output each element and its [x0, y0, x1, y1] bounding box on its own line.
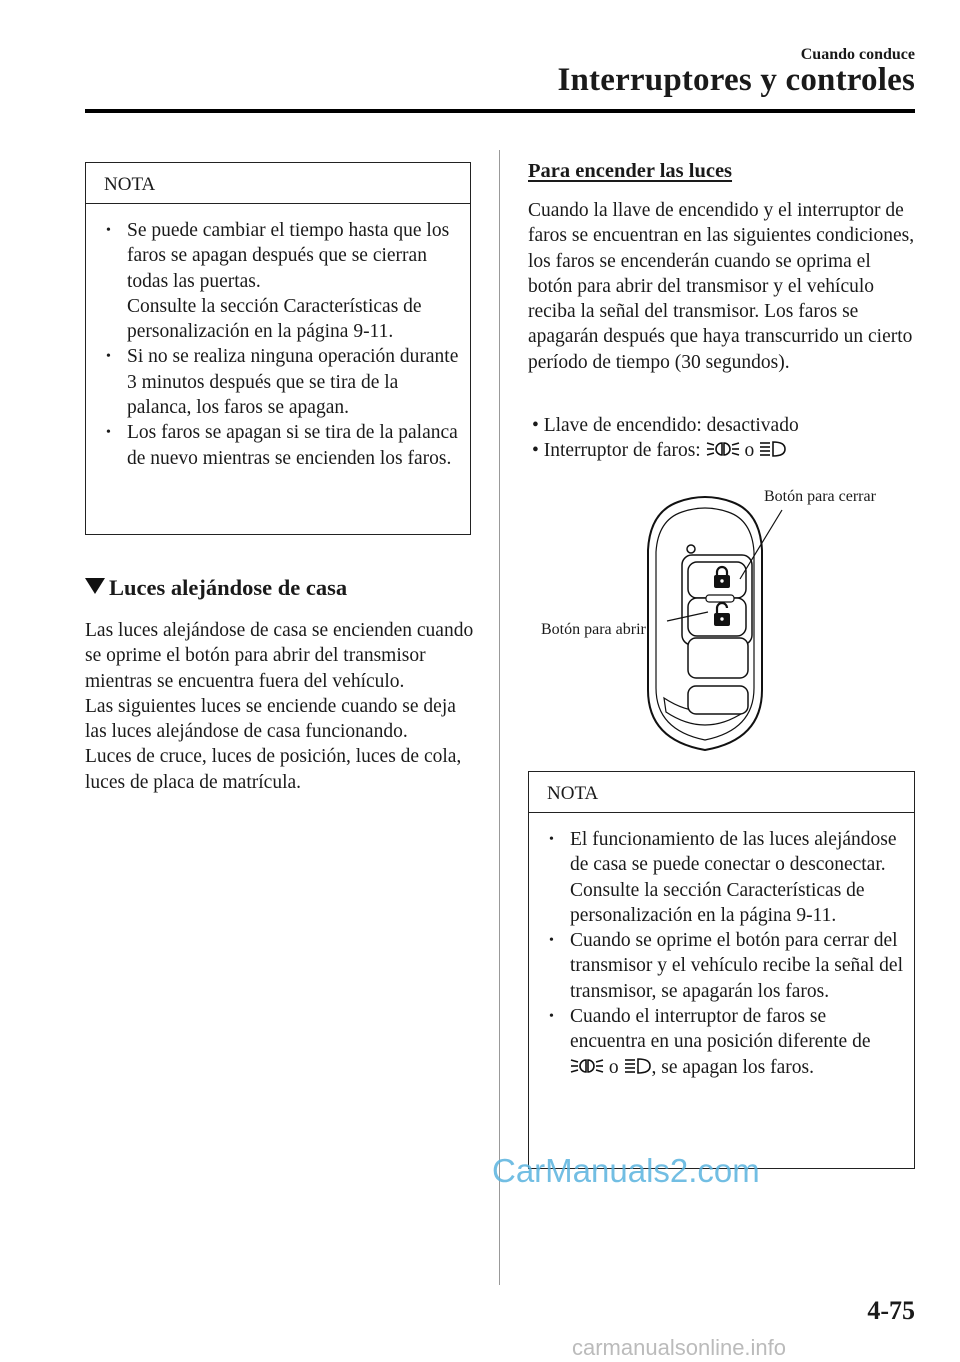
note-item: • Cuando se oprime el botón para cerrar del transmisor y el vehículo recibe la señal del transmisor, se apagarán los faros.: [547, 928, 904, 1004]
condition-headlight-switch: • Interruptor de faros: o: [532, 438, 799, 463]
running-header-section: Cuando conduce: [800, 46, 915, 63]
note-item-reference: Consulte la sección Características de personalización en la página 9-11.: [570, 879, 865, 926]
callout-line-unlock: [667, 612, 708, 621]
headlight-icon: [624, 1057, 652, 1075]
note-box-right: [528, 771, 915, 1169]
callout-line-lock: [740, 510, 782, 579]
note-box-left: [85, 162, 471, 535]
condition-list: [532, 413, 799, 464]
column-divider: [499, 150, 500, 1285]
section-triangle-icon: [85, 578, 105, 594]
condition-ignition: • Llave de encendido: desactivado: [532, 415, 799, 436]
running-header-chapter: Interruptores y controles: [557, 62, 915, 98]
note-item-reference: Consulte la sección Características de personalización en la página 9-11.: [127, 295, 422, 343]
headlight-icon: [759, 440, 787, 458]
footer-site-watermark: carmanualsonline.info: [572, 1335, 787, 1360]
paragraph: Luces de cruce, luces de posición, luces de cola, luces de placa de matrícula.: [85, 746, 462, 793]
header-rule: [85, 109, 915, 113]
note-list: [86, 204, 470, 481]
callout-lock-label: Botón para cerrar: [764, 488, 876, 505]
note-title: NOTA: [529, 772, 914, 813]
note-item: • Si no se realiza ninguna operación durante 3 minutos después que se tira de la palanca, los faros se apagan.: [104, 344, 460, 420]
section-body: [85, 618, 480, 795]
panic-button: [688, 686, 748, 714]
page-number: 4-75: [867, 1296, 915, 1325]
note-item: • Cuando el interruptor de faros se encuentra en una posición diferente de o , se apagan los faros.: [547, 1004, 904, 1080]
parking-light-icon: [706, 440, 740, 458]
note-item: • El funcionamiento de las luces alejándose de casa se puede conectar o desconectar. Consulte la sección Características de personalización en la página 9-11.: [547, 827, 904, 928]
section-title: Luces alejándose de casa: [85, 575, 347, 601]
note-item: • Se puede cambiar el tiempo hasta que los faros se apagan después que se cierran todas las puertas. Consulte la sección Características de personalización en la página 9-11.: [104, 218, 460, 344]
callout-unlock-label: Botón para abrir: [541, 621, 646, 638]
note-title: NOTA: [86, 163, 470, 204]
paragraph: Las luces alejándose de casa se encienden cuando se oprime el botón para abrir del transmisor mientras se encuentra fuera del vehículo.: [85, 620, 474, 692]
callout-lines: [660, 500, 800, 650]
subsection-title: Para encender las luces: [528, 160, 733, 182]
watermark: CarManuals2.com: [492, 1152, 760, 1189]
paragraph: Las siguientes luces se enciende cuando se deja las luces alejándose de casa funcionando.: [85, 695, 456, 743]
parking-light-icon: [570, 1057, 604, 1075]
note-item: • Los faros se apagan si se tira de la palanca de nuevo mientras se encienden los faros.: [104, 420, 460, 471]
note-list: [529, 813, 914, 1090]
subsection-paragraph: Cuando la llave de encendido y el interruptor de faros se encuentran en las siguientes condiciones, los faros se encenderán cuando se oprima el botón para abrir del transmisor y el vehículo reciba la señal del transmisor. Los faros se apagarán después que haya transcurrido un cierto período de tiempo (30 segundos).: [528, 200, 915, 373]
